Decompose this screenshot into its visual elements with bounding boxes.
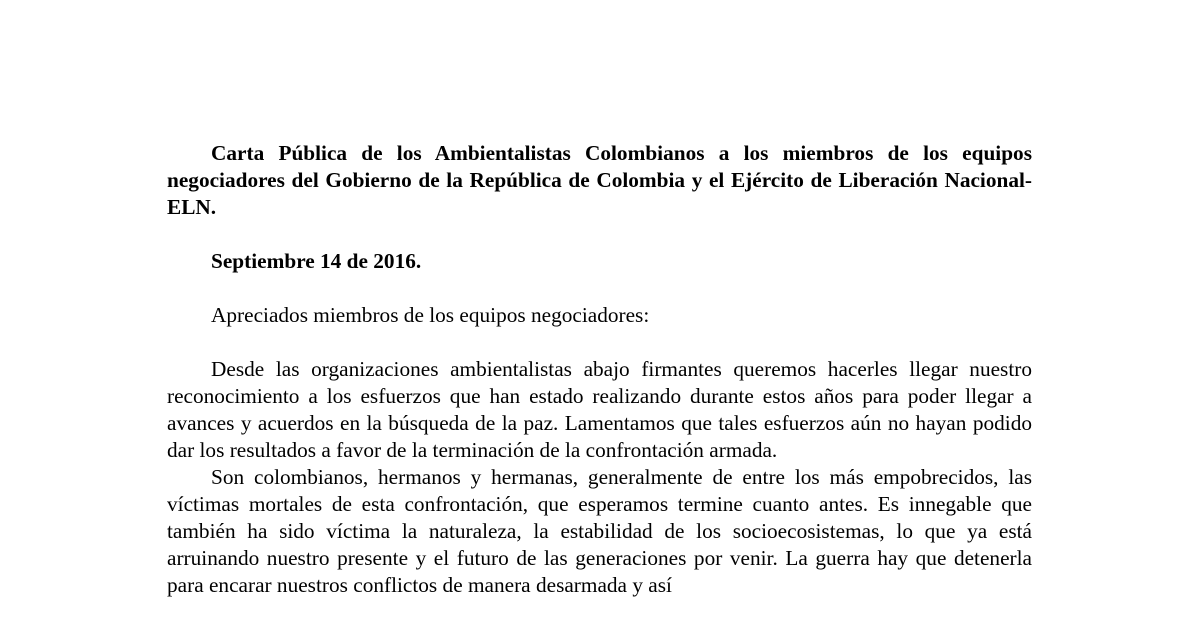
letter-date: Septiembre 14 de 2016. — [211, 249, 422, 273]
letter-salutation: Apreciados miembros de los equipos negociadores: — [211, 303, 650, 327]
document-body — [167, 140, 1032, 599]
letter-title: Carta Pública de los Ambientalistas Colombianos a los miembros de los equipos negociadores del Gobierno de la República de Colombia y el Ejército de Liberación Nacional-ELN. — [167, 141, 1032, 219]
body-paragraph: Son colombianos, hermanos y hermanas, generalmente de entre los más empobrecidos, las víctimas mortales de esta confrontación, que esperamos termine cuanto antes. Es innegable que también ha sido víctima la naturaleza, la estabilidad de los socioecosistemas, lo que ya está arruinando nuestro presente y el futuro de las generaciones por venir. La guerra hay que detenerla para encarar nuestros conflictos de manera desarmada y así — [167, 465, 1032, 597]
body-paragraph: Desde las organizaciones ambientalistas abajo firmantes queremos hacerles llegar nuestro reconocimiento a los esfuerzos que han estado realizando durante estos años para poder llegar a avances y acuerdos en la búsqueda de la paz. Lamentamos que tales esfuerzos aún no hayan podido dar los resultados a favor de la terminación de la confrontación armada. — [167, 357, 1032, 462]
